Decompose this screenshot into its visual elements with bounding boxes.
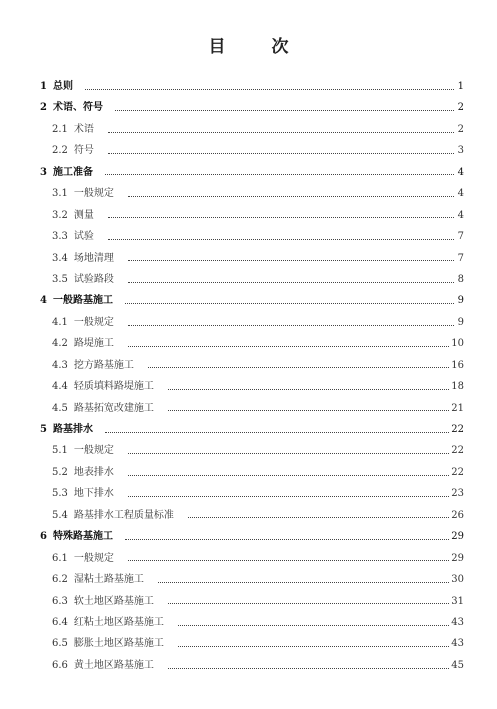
toc-entry[interactable]	[40, 248, 464, 269]
toc-entry-label: 地表排水	[73, 466, 114, 478]
toc-entry-page-number: 3	[457, 145, 464, 157]
toc-entry-number: 6.6	[52, 659, 68, 671]
toc-entry[interactable]	[40, 312, 464, 333]
toc-entry-label: 特殊路基施工	[52, 531, 113, 543]
toc-entry-page-number: 22	[451, 424, 464, 435]
toc-entry-page-number: 8	[457, 273, 464, 285]
toc-entry[interactable]	[40, 419, 464, 440]
toc-entry[interactable]	[40, 398, 464, 419]
toc-entry-number: 1	[40, 81, 47, 92]
toc-entry-page-number: 2	[457, 123, 464, 135]
toc-entry-number: 3.3	[52, 231, 68, 243]
toc-entry-number: 6	[40, 531, 47, 543]
toc-entry-label: 轻质填料路堤施工	[73, 381, 154, 393]
toc-entry-number: 4.4	[52, 381, 68, 393]
toc-entry-label: 地下排水	[73, 488, 114, 500]
toc-entry-page-number: 4	[457, 166, 464, 178]
toc-entry[interactable]	[40, 548, 464, 569]
toc-entry-page-number: 26	[451, 509, 464, 521]
toc-entry[interactable]	[40, 183, 464, 204]
title-char-left: 目	[208, 37, 226, 57]
toc-entry-page-number: 7	[457, 252, 464, 264]
toc-entry[interactable]	[40, 97, 464, 118]
toc-entry-number: 6.1	[52, 552, 68, 564]
toc-entry-label: 膨胀土地区路基施工	[73, 638, 164, 650]
toc-entry-label: 路基排水工程质量标准	[73, 509, 174, 521]
toc-entry-label: 一般规定	[73, 188, 114, 200]
toc-entry[interactable]	[40, 633, 464, 654]
toc-entry-label: 路基排水	[52, 424, 93, 435]
toc-entry[interactable]	[40, 140, 464, 161]
toc-entry-page-number: 45	[451, 659, 464, 671]
toc-entry-page-number: 29	[451, 552, 464, 564]
toc-entry-page-number: 29	[451, 531, 464, 543]
toc-entry-label: 术语	[73, 123, 94, 135]
toc-dot-leader	[128, 474, 449, 476]
toc-dot-leader	[168, 602, 449, 604]
toc-dot-leader	[158, 581, 449, 583]
toc-dot-leader	[188, 516, 449, 518]
toc-entry-label: 一般规定	[73, 316, 114, 328]
toc-entry-page-number: 21	[451, 402, 464, 414]
toc-dot-leader	[168, 667, 449, 669]
toc-entry[interactable]	[40, 526, 464, 547]
toc-dot-leader	[85, 88, 454, 90]
toc-entry-label: 测量	[73, 209, 94, 221]
toc-entry-label: 路基拓宽改建施工	[73, 402, 154, 414]
toc-entry-page-number: 22	[451, 445, 464, 457]
toc-entry-page-number: 43	[451, 638, 464, 650]
toc-entry-number: 4.2	[52, 338, 68, 350]
toc-entry-page-number: 9	[457, 295, 464, 307]
toc-entry-number: 3.4	[52, 252, 68, 264]
toc-dot-leader	[105, 431, 449, 433]
toc-entry-page-number: 7	[457, 231, 464, 243]
toc-entry[interactable]	[40, 333, 464, 354]
toc-entry[interactable]	[40, 612, 464, 633]
table-of-contents	[40, 76, 464, 676]
toc-entry-number: 3.5	[52, 273, 68, 285]
toc-entry[interactable]	[40, 269, 464, 290]
toc-dot-leader	[125, 302, 454, 304]
toc-entry[interactable]	[40, 569, 464, 590]
toc-entry-number: 3.2	[52, 209, 68, 221]
toc-entry[interactable]	[40, 119, 464, 140]
toc-dot-leader	[128, 452, 449, 454]
toc-entry-number: 5	[40, 424, 47, 435]
toc-entry[interactable]	[40, 76, 464, 97]
toc-entry-number: 6.5	[52, 638, 68, 650]
toc-entry-label: 施工准备	[52, 166, 93, 178]
toc-dot-leader	[108, 216, 454, 218]
toc-entry-number: 2.1	[52, 123, 68, 135]
toc-dot-leader	[128, 259, 454, 261]
toc-entry-page-number: 4	[457, 188, 464, 200]
toc-dot-leader	[115, 109, 454, 111]
toc-entry-number: 5.3	[52, 488, 68, 500]
toc-dot-leader	[168, 388, 449, 390]
toc-dot-leader	[128, 495, 449, 497]
toc-entry-number: 5.4	[52, 509, 68, 521]
toc-entry-page-number: 4	[457, 209, 464, 221]
toc-entry-page-number: 1	[457, 81, 464, 92]
toc-entry[interactable]	[40, 355, 464, 376]
toc-entry[interactable]	[40, 226, 464, 247]
toc-dot-leader	[125, 538, 449, 540]
toc-entry-number: 2.2	[52, 145, 68, 157]
toc-dot-leader	[108, 238, 454, 240]
toc-entry[interactable]	[40, 376, 464, 397]
toc-entry-number: 3	[40, 166, 47, 178]
toc-entry-label: 场地清理	[73, 252, 114, 264]
toc-entry-number: 6.4	[52, 616, 68, 628]
toc-dot-leader	[108, 152, 454, 154]
toc-entry-label: 软土地区路基施工	[73, 595, 154, 607]
toc-entry-number: 6.3	[52, 595, 68, 607]
toc-entry-page-number: 23	[451, 488, 464, 500]
toc-entry-number: 6.2	[52, 574, 68, 586]
toc-entry-page-number: 43	[451, 616, 464, 628]
toc-entry-number: 5.1	[52, 445, 68, 457]
toc-entry-label: 总则	[52, 81, 73, 92]
toc-entry[interactable]	[40, 205, 464, 226]
toc-entry-label: 一般规定	[73, 552, 114, 564]
toc-entry-page-number: 16	[451, 359, 464, 371]
toc-entry-page-number: 30	[451, 574, 464, 586]
toc-entry-number: 5.2	[52, 466, 68, 478]
toc-entry-number: 4.1	[52, 316, 68, 328]
toc-entry-label: 一般路基施工	[52, 295, 113, 307]
toc-dot-leader	[105, 173, 454, 175]
toc-entry[interactable]	[40, 483, 464, 504]
toc-dot-leader	[128, 195, 454, 197]
title-char-right: 次	[271, 37, 289, 57]
toc-dot-leader	[148, 366, 449, 368]
toc-entry-label: 试验路段	[73, 273, 114, 285]
toc-dot-leader	[108, 131, 454, 133]
toc-entry-number: 4.5	[52, 402, 68, 414]
toc-entry[interactable]	[40, 440, 464, 461]
page-title	[0, 32, 497, 57]
toc-entry-label: 红粘土地区路基施工	[73, 616, 164, 628]
toc-entry-label: 路堤施工	[73, 338, 114, 350]
toc-entry-number: 4.3	[52, 359, 68, 371]
toc-entry[interactable]	[40, 290, 464, 311]
toc-entry[interactable]	[40, 462, 464, 483]
toc-entry[interactable]	[40, 162, 464, 183]
toc-dot-leader	[128, 345, 449, 347]
toc-entry-number: 4	[40, 295, 47, 307]
toc-entry[interactable]	[40, 591, 464, 612]
toc-entry-label: 挖方路基施工	[73, 359, 134, 371]
toc-dot-leader	[128, 281, 454, 283]
toc-entry-label: 术语、符号	[52, 102, 103, 114]
toc-entry-page-number: 31	[451, 595, 464, 607]
toc-entry-page-number: 22	[451, 466, 464, 478]
toc-entry-label: 试验	[73, 231, 94, 243]
toc-entry-label: 一般规定	[73, 445, 114, 457]
toc-entry[interactable]	[40, 505, 464, 526]
toc-entry-page-number: 18	[451, 381, 464, 393]
toc-entry-number: 3.1	[52, 188, 68, 200]
toc-entry-page-number: 10	[451, 338, 464, 350]
toc-entry-label: 符号	[73, 145, 94, 157]
toc-dot-leader	[128, 559, 449, 561]
toc-entry-number: 2	[40, 102, 47, 114]
toc-entry[interactable]	[40, 655, 464, 676]
toc-dot-leader	[178, 624, 449, 626]
toc-entry-label: 黄土地区路基施工	[73, 659, 154, 671]
toc-entry-label: 湿粘土路基施工	[73, 574, 144, 586]
toc-dot-leader	[168, 409, 449, 411]
toc-dot-leader	[178, 645, 449, 647]
toc-entry-page-number: 9	[457, 316, 464, 328]
toc-entry-page-number: 2	[457, 102, 464, 114]
toc-dot-leader	[128, 324, 454, 326]
